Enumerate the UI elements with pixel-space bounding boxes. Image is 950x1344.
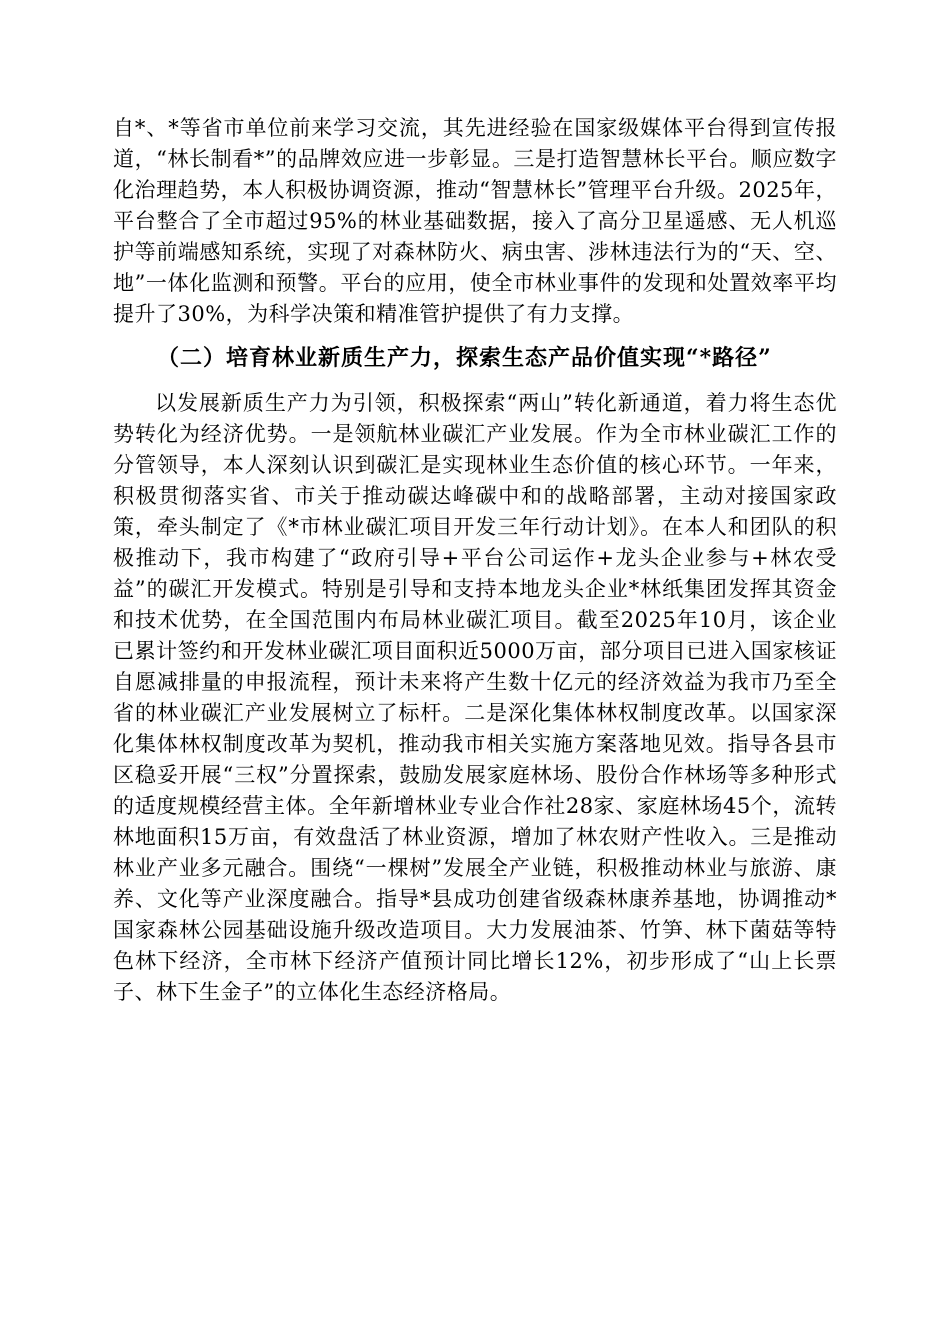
body-paragraph: 以发展新质生产力为引领，积极探索“两山”转化新通道，着力将生态优势转化为经济优势。一是领航林业碳汇产业发展。作为全市林业碳汇工作的分管领导，本人深刻认识到碳汇是实现林业生态价值的核心环节。一年来，积极贯彻落实省、市关于推动碳达峰碳中和的战略部署，主动对接国家政策，牵头制定了《*市林业碳汇项目开发三年行动计划》。在本人和团队的积极推动下，我市构建了“政府引导+平台公司运作+龙头企业参与+林农受益”的碳汇开发模式。特别是引导和支持本地龙头企业*林纸集团发挥其资金和技术优势，在全国范围内布局林业碳汇项目。截至2025年10月，该企业已累计签约和开发林业碳汇项目面积近5000万亩，部分项目已进入国家核证自愿减排量的申报流程，预计未来将产生数十亿元的经济效益为我市乃至全省的林业碳汇产业发展树立了标杆。二是深化集体林权制度改革。以国家深化集体林权制度改革为契机，推动我市相关实施方案落地见效。指导各县市区稳妥开展“三权”分置探索，鼓励发展家庭林场、股份合作林场等多种形式的适度规模经营主体。全年新增林业专业合作社28家、家庭林场45个，流转林地面积15万亩，有效盘活了林业资源，增加了林农财产性收入。三是推动林业产业多元融合。围绕“一棵树”发展全产业链，积极推动林业与旅游、康养、文化等产业深度融合。指导*县成功创建省级森林康养基地，协调推动*国家森林公园基础设施升级改造项目。大力发展油茶、竹笋、林下菌菇等特色林下经济，全市林下经济产值预计同比增长12%，初步形成了“山上长票子、林下生金子”的立体化生态经济格局。	[113, 391, 837, 1004]
section-heading: （二）培育林业新质生产力，探索生态产品价值实现“*路径”	[157, 345, 772, 371]
body-paragraph: 自*、*等省市单位前来学习交流，其先进经验在国家级媒体平台得到宣传报道，“林长制看*”的品牌效应进一步彰显。三是打造智慧林长平台。顺应数字化治理趋势，本人积极协调资源，推动“智慧林长”管理平台升级。2025年，平台整合了全市超过95%的林业基础数据，接入了高分卫星遥感、无人机巡护等前端感知系统，实现了对森林防火、病虫害、涉林违法行为的“天、空、地”一体化监测和预警。平台的应用，使全市林业事件的发现和处置效率平均提升了30%，为科学决策和精准管护提供了有力支撑。	[113, 116, 837, 326]
document-body	[113, 113, 837, 1008]
